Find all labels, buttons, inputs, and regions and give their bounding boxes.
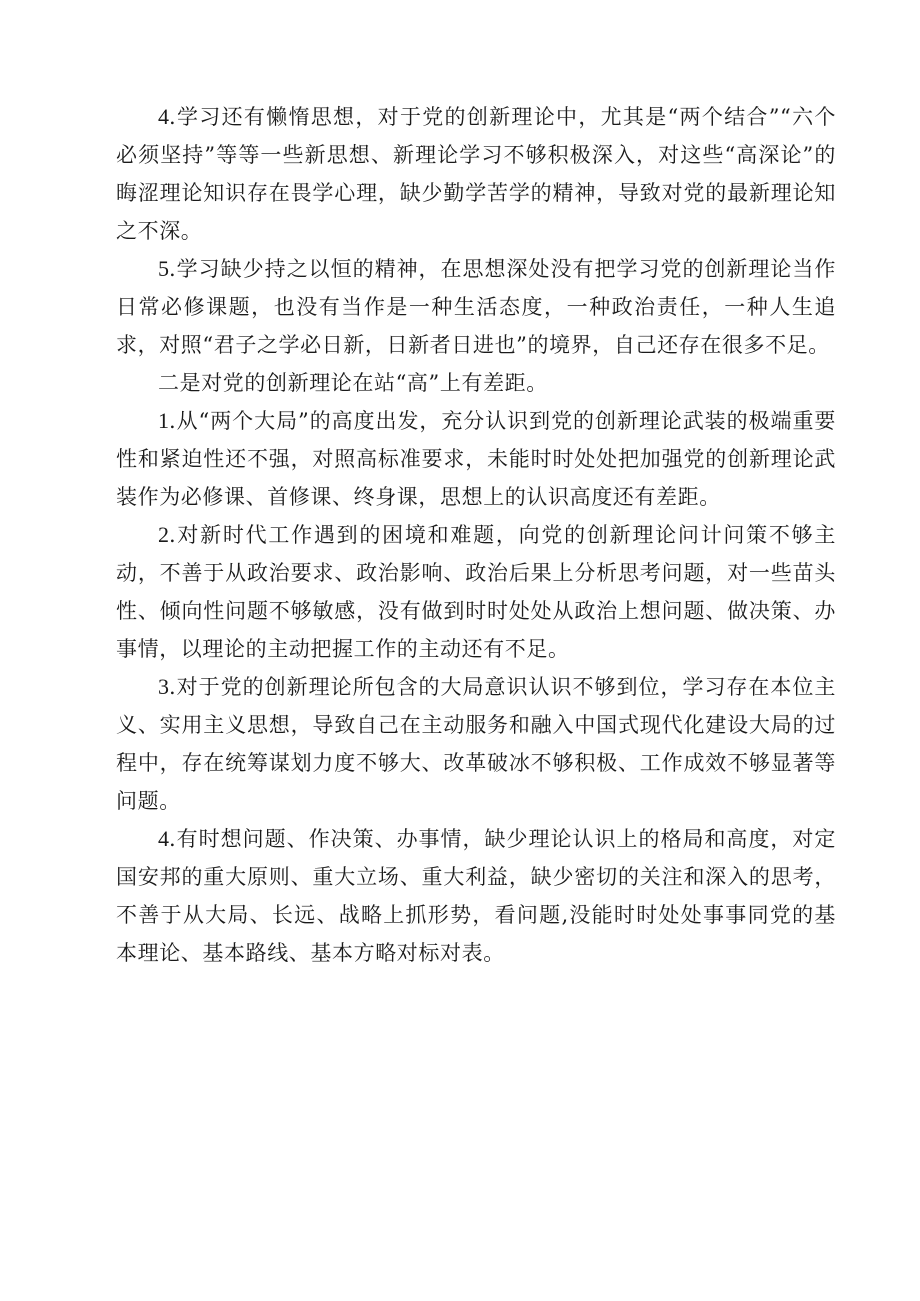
paragraph-text: .从“两个大局”的高度出发，充分认识到党的创新理论武装的极端重要性和紧迫性还不强，对照高标准要求，未能时时处处把加强党的创新理论武装作为必修课、首修课、终身课，思想上的认识高度还有差距。 — [116, 409, 836, 509]
paragraph-point-2-new-era-difficulties — [116, 516, 836, 668]
paragraph-number: 2 — [158, 522, 169, 547]
paragraph-number: 1 — [158, 408, 169, 433]
paragraph-point-1-two-overall-situations — [116, 402, 836, 516]
paragraph-point-4-learning-laziness — [116, 98, 836, 250]
paragraph-number: 4 — [158, 104, 169, 129]
paragraph-text: .对新时代工作遇到的困境和难题，向党的创新理论问计问策不够主动，不善于从政治要求、政治影响、政治后果上分析思考问题，对一些苗头性、倾向性问题不够敏感，没有做到时时处处从政治上想问题、做决策、办事情，以理论的主动把握工作的主动还有不足。 — [116, 523, 836, 661]
paragraph-text: .学习还有懒惰思想，对于党的创新理论中，尤其是“两个结合”“六个必须坚持”等等一些新思想、新理论学习不够积极深入，对这些“高深论”的晦涩理论知识存在畏学心理，缺少勤学苦学的精神，导致对党的最新理论知之不深。 — [116, 105, 836, 243]
paragraph-text: 二是对党的创新理论在站“高”上有差距。 — [158, 371, 548, 395]
paragraph-text: .学习缺少持之以恒的精神，在思想深处没有把学习党的创新理论当作日常必修课题，也没有当作是一种生活态度，一种政治责任，一种人生追求，对照“君子之学必日新，日新者日进也”的境界，自己还存在很多不足。 — [116, 257, 836, 357]
paragraph-text: .对于党的创新理论所包含的大局意识认识不够到位，学习存在本位主义、实用主义思想，导致自己在主动服务和融入中国式现代化建设大局的过程中，存在统筹谋划力度不够大、改革破冰不够积极、工作成效不够显著等问题。 — [116, 675, 836, 813]
paragraph-point-4-pattern-and-height — [116, 820, 836, 972]
document-body — [116, 98, 836, 972]
paragraph-point-3-overall-awareness — [116, 668, 836, 820]
section-heading-second-gap — [116, 364, 836, 402]
paragraph-text: .有时想问题、作决策、办事情，缺少理论认识上的格局和高度，对定国安邦的重大原则、重大立场、重大利益，缺少密切的关注和深入的思考，不善于从大局、长远、战略上抓形势，看问题,没能时时处处事事同党的基本理论、基本路线、基本方略对标对表。 — [116, 827, 836, 965]
paragraph-number: 5 — [158, 256, 169, 281]
paragraph-number: 4 — [158, 826, 169, 851]
paragraph-point-5-persistence — [116, 250, 836, 364]
paragraph-number: 3 — [158, 674, 169, 699]
